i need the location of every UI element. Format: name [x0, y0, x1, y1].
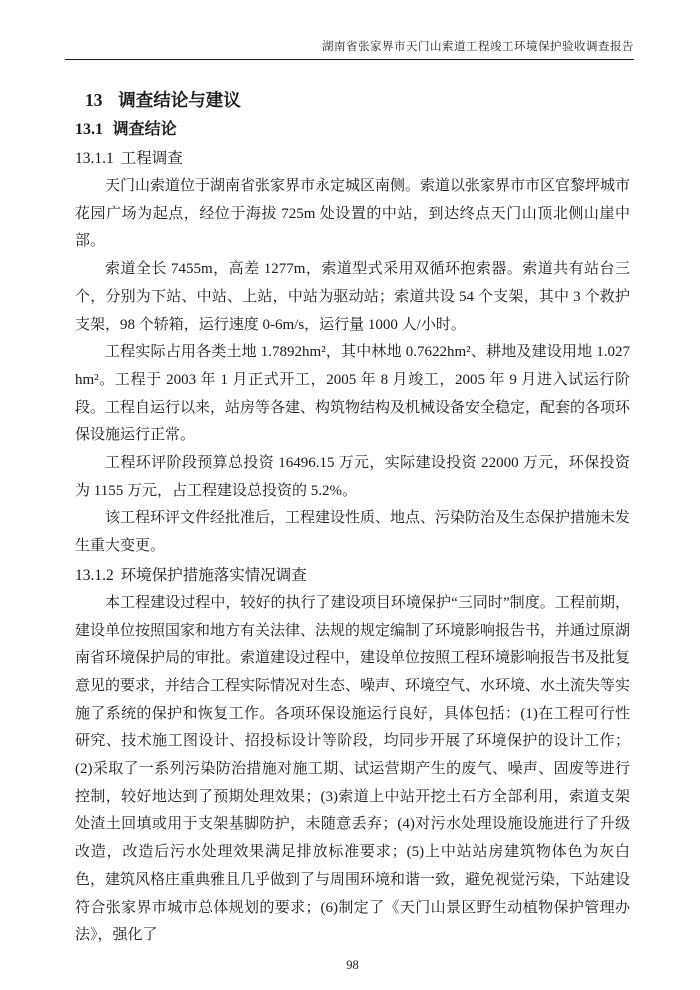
- section-heading-131: [75, 115, 630, 144]
- subsection-number: 13.1.1: [75, 150, 114, 167]
- header-divider: [65, 59, 634, 60]
- subsection-heading-1311: [75, 144, 630, 173]
- paragraph: 本工程建设过程中，较好的执行了建设项目环境保护“三同时”制度。工程前期，建设单位按照国家和地方有关法律、法规的规定编制了环境影响报告书，并通过原湖南省环境保护局的审批。索道建设过程中，建设单位按照工程环境影响报告书及批复意见的要求，并结合工程实际情况对生态、噪声、环境空气、水环境、水土流失等实施了系统的保护和恢复工作。各项环保设施运行良好，具体包括：(1)在工程可行性研究、技术施工图设计、招投标设计等阶段，均同步开展了环境保护的设计工作；(2)采取了一系列污染防治措施对施工期、试运营期产生的废气、噪声、固废等进行控制，较好地达到了预期处理效果；(3)索道上中站开挖土石方全部利用，索道支架处渣土回填或用于支架基脚防护，未随意丢弃；(4)对污水处理设施设施进行了升级改造，改造后污水处理效果满足排放标准要求；(5)上中站站房建筑物体色为灰白色，建筑风格庄重典雅且几乎做到了与周围环境和谐一致，避免视觉污染，下站建设符合张家界市城市总体规划的要求；(6)制定了《天门山景区野生动植物保护管理办法》，强化了: [75, 594, 631, 944]
- subsection-heading-1312: [75, 561, 630, 590]
- section-number: 13.1: [75, 121, 103, 138]
- chapter-number: 13: [85, 90, 103, 110]
- running-header-title: 湖南省张家界市天门山索道工程竣工环境保护验收调查报告: [322, 41, 634, 53]
- chapter-title: 调查结论与建议: [118, 90, 241, 110]
- subsection-title: 环境保护措施落实情况调查: [120, 566, 307, 584]
- paragraph: 工程实际占用各类土地 1.7892hm²，其中林地 0.7622hm²、耕地及建设用地 1.027hm²。工程于 2003 年 1 月正式开工，2005 年 8 月竣工，2005 年 9 月进入试运行阶段。工程自运行以来，站房等各建、构筑物结构及机械设备安全稳定，配套的各项环保设施运行正常。: [75, 344, 631, 444]
- subsection-number: 13.1.2: [75, 566, 114, 584]
- page-number: 98: [346, 957, 359, 972]
- paragraph: 工程环评阶段预算总投资 16496.15 万元，实际建设投资 22000 万元，环保投资为 1155 万元，占工程建设总投资的 5.2%。: [75, 455, 630, 499]
- section-title: 调查结论: [112, 121, 177, 138]
- paragraph: 索道全长 7455m，高差 1277m，索道型式采用双循环抱索器。索道共有站台三个，分别为下站、中站、上站，中站为驱动站；索道共设 54 个支架，其中 3 个救护支架，98 个轿箱，运行速度 0-6m/s，运行量 1000 人/小时。: [75, 261, 630, 333]
- paragraph: 天门山索道位于湖南省张家界市永定城区南侧。索道以张家界市市区官黎坪城市花园广场为起点，经位于海拔 725m 处设置的中站，到达终点天门山顶北侧山崖中部。: [75, 178, 631, 250]
- subsection-title: 工程调查: [120, 150, 183, 167]
- chapter-heading: [75, 85, 630, 115]
- paragraph: 该工程环评文件经批准后，工程建设性质、地点、污染防治及生态保护措施未发生重大变更。: [75, 510, 631, 555]
